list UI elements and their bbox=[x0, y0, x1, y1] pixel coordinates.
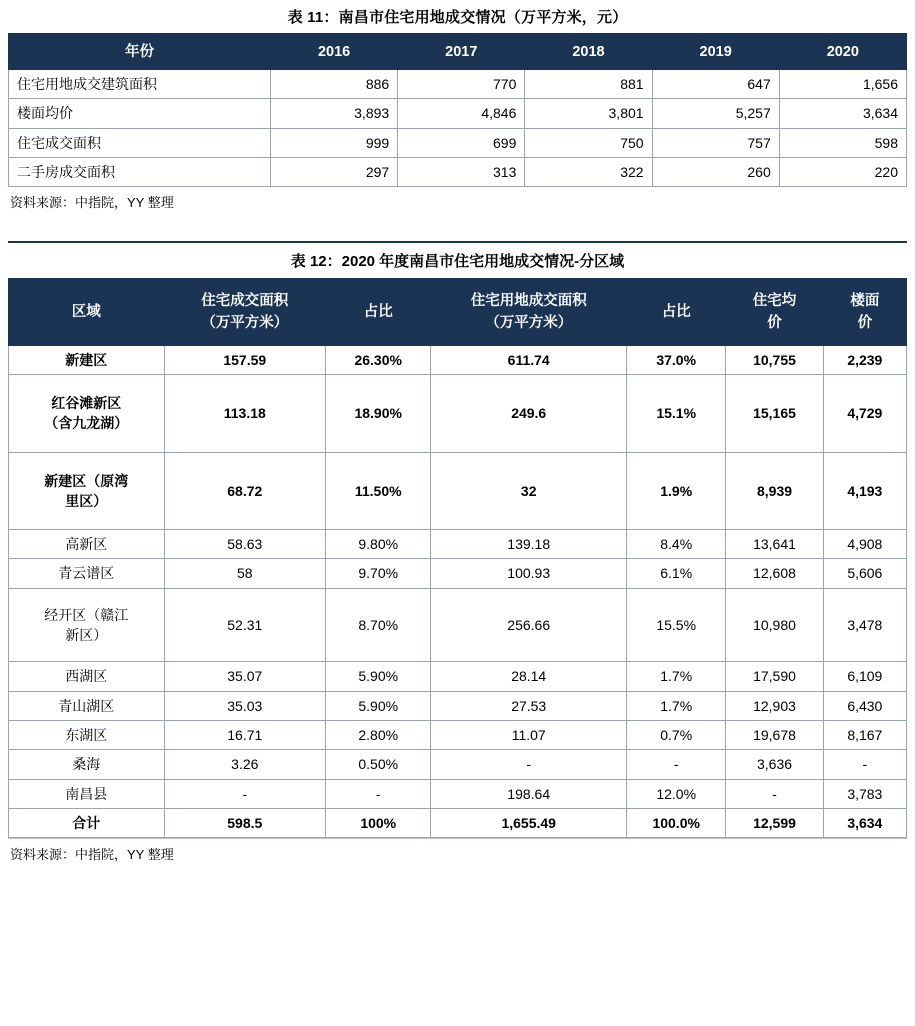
cell-value: 6.1% bbox=[627, 559, 726, 588]
table-row bbox=[9, 530, 907, 559]
cell-value: 5.90% bbox=[326, 691, 431, 720]
cell-value: - bbox=[627, 750, 726, 779]
cell-value: 10,755 bbox=[726, 345, 823, 374]
row-label: 楼面均价 bbox=[9, 99, 271, 128]
cell-value: 2,239 bbox=[823, 345, 906, 374]
cell-value: 3,783 bbox=[823, 779, 906, 808]
cell-value: 35.03 bbox=[164, 691, 326, 720]
cell-value: 3,801 bbox=[525, 99, 652, 128]
cell-value: 5,606 bbox=[823, 559, 906, 588]
row-label: 高新区 bbox=[9, 530, 165, 559]
cell-value: 886 bbox=[271, 70, 398, 99]
table-row bbox=[9, 750, 907, 779]
section-gap bbox=[8, 225, 907, 241]
cell-value: 12,608 bbox=[726, 559, 823, 588]
table-11-header-row bbox=[9, 36, 907, 70]
cell-value: 6,109 bbox=[823, 662, 906, 691]
cell-value: 139.18 bbox=[431, 530, 627, 559]
cell-value: 0.7% bbox=[627, 720, 726, 749]
cell-value: 1.7% bbox=[627, 662, 726, 691]
cell-value: 8.4% bbox=[627, 530, 726, 559]
cell-value: 16.71 bbox=[164, 720, 326, 749]
cell-value: 4,846 bbox=[398, 99, 525, 128]
cell-value: 58.63 bbox=[164, 530, 326, 559]
cell-value: 256.66 bbox=[431, 588, 627, 662]
cell-value: 58 bbox=[164, 559, 326, 588]
cell-value: 3,634 bbox=[779, 99, 906, 128]
cell-value: 1.7% bbox=[627, 691, 726, 720]
cell-value: 157.59 bbox=[164, 345, 326, 374]
table-12-header-cell: 占比 bbox=[326, 281, 431, 346]
table-11-header-cell: 2017 bbox=[398, 36, 525, 70]
table-11-header-cell: 2019 bbox=[652, 36, 779, 70]
cell-value: 0.50% bbox=[326, 750, 431, 779]
table-row bbox=[9, 375, 907, 453]
row-label: 住宅成交面积 bbox=[9, 128, 271, 157]
cell-value: 6,430 bbox=[823, 691, 906, 720]
cell-value: 8.70% bbox=[326, 588, 431, 662]
cell-value: 28.14 bbox=[431, 662, 627, 691]
table-12-title: 表 12：2020 年度南昌市住宅用地成交情况-分区域 bbox=[8, 241, 907, 280]
table-row bbox=[9, 452, 907, 530]
table-12-source: 资料来源：中指院，YY 整理 bbox=[8, 838, 907, 877]
table-11-header-cell: 2020 bbox=[779, 36, 906, 70]
cell-value: 313 bbox=[398, 157, 525, 186]
cell-value: 18.90% bbox=[326, 375, 431, 453]
cell-value: 4,908 bbox=[823, 530, 906, 559]
table-row bbox=[9, 662, 907, 691]
row-label: 红谷滩新区 （含九龙湖） bbox=[9, 375, 165, 453]
cell-value: 19,678 bbox=[726, 720, 823, 749]
table-row bbox=[9, 720, 907, 749]
table-12-header-cell: 区域 bbox=[9, 281, 165, 346]
table-12-header-cell: 楼面 价 bbox=[823, 281, 906, 346]
cell-value: 5,257 bbox=[652, 99, 779, 128]
cell-value: 100.0% bbox=[627, 808, 726, 837]
table-11-source: 资料来源：中指院，YY 整理 bbox=[10, 195, 174, 211]
cell-value: 598.5 bbox=[164, 808, 326, 837]
table-row bbox=[9, 691, 907, 720]
table-row bbox=[9, 70, 907, 99]
cell-value: 32 bbox=[431, 452, 627, 530]
cell-value: 3,636 bbox=[726, 750, 823, 779]
cell-value: - bbox=[164, 779, 326, 808]
row-label: 新建区（原湾 里区） bbox=[9, 452, 165, 530]
cell-value: 9.80% bbox=[326, 530, 431, 559]
table-row bbox=[9, 559, 907, 588]
cell-value: 113.18 bbox=[164, 375, 326, 453]
row-label: 西湖区 bbox=[9, 662, 165, 691]
cell-value: 249.6 bbox=[431, 375, 627, 453]
cell-value: 100% bbox=[326, 808, 431, 837]
cell-value: 17,590 bbox=[726, 662, 823, 691]
table-11-header-cell: 2016 bbox=[271, 36, 398, 70]
row-label: 东湖区 bbox=[9, 720, 165, 749]
table-12-header-row bbox=[9, 281, 907, 346]
table-row bbox=[9, 779, 907, 808]
cell-value: 260 bbox=[652, 157, 779, 186]
cell-value: 598 bbox=[779, 128, 906, 157]
cell-value: - bbox=[726, 779, 823, 808]
cell-value: 13,641 bbox=[726, 530, 823, 559]
cell-value: 8,167 bbox=[823, 720, 906, 749]
table-11-title: 表 11：南昌市住宅用地成交情况（万平方米，元） bbox=[8, 0, 907, 35]
cell-value: 4,193 bbox=[823, 452, 906, 530]
cell-value: 12.0% bbox=[627, 779, 726, 808]
cell-value: 3.26 bbox=[164, 750, 326, 779]
table-row-total bbox=[9, 808, 907, 837]
cell-value: 27.53 bbox=[431, 691, 627, 720]
cell-value: 757 bbox=[652, 128, 779, 157]
table-12-header-cell: 住宅成交面积 （万平方米） bbox=[164, 281, 326, 346]
table-row bbox=[9, 128, 907, 157]
cell-value: 11.50% bbox=[326, 452, 431, 530]
table-row bbox=[9, 345, 907, 374]
table-row bbox=[9, 588, 907, 662]
cell-value: 198.64 bbox=[431, 779, 627, 808]
row-label: 青云谱区 bbox=[9, 559, 165, 588]
table-11-header-cell: 年份 bbox=[9, 36, 271, 70]
table-11 bbox=[8, 35, 907, 187]
row-label: 经开区（赣江 新区） bbox=[9, 588, 165, 662]
cell-value: 35.07 bbox=[164, 662, 326, 691]
cell-value: 322 bbox=[525, 157, 652, 186]
row-label: 新建区 bbox=[9, 345, 165, 374]
cell-value: 297 bbox=[271, 157, 398, 186]
cell-value: 750 bbox=[525, 128, 652, 157]
cell-value: 3,634 bbox=[823, 808, 906, 837]
row-label: 南昌县 bbox=[9, 779, 165, 808]
row-label: 合计 bbox=[9, 808, 165, 837]
cell-value: 11.07 bbox=[431, 720, 627, 749]
cell-value: 699 bbox=[398, 128, 525, 157]
cell-value: 881 bbox=[525, 70, 652, 99]
cell-value: 1,656 bbox=[779, 70, 906, 99]
cell-value: 1.9% bbox=[627, 452, 726, 530]
cell-value: 611.74 bbox=[431, 345, 627, 374]
cell-value: 2.80% bbox=[326, 720, 431, 749]
cell-value: 100.93 bbox=[431, 559, 627, 588]
cell-value: 999 bbox=[271, 128, 398, 157]
row-label: 住宅用地成交建筑面积 bbox=[9, 70, 271, 99]
cell-value: 770 bbox=[398, 70, 525, 99]
cell-value: 220 bbox=[779, 157, 906, 186]
cell-value: 5.90% bbox=[326, 662, 431, 691]
cell-value: 10,980 bbox=[726, 588, 823, 662]
table-12 bbox=[8, 280, 907, 838]
cell-value: 68.72 bbox=[164, 452, 326, 530]
cell-value: 647 bbox=[652, 70, 779, 99]
cell-value: 4,729 bbox=[823, 375, 906, 453]
row-label: 青山湖区 bbox=[9, 691, 165, 720]
cell-value: 15.5% bbox=[627, 588, 726, 662]
row-label: 二手房成交面积 bbox=[9, 157, 271, 186]
cell-value: - bbox=[823, 750, 906, 779]
cell-value: 52.31 bbox=[164, 588, 326, 662]
cell-value: - bbox=[326, 779, 431, 808]
cell-value: 8,939 bbox=[726, 452, 823, 530]
cell-value: - bbox=[431, 750, 627, 779]
table-row bbox=[9, 99, 907, 128]
cell-value: 1,655.49 bbox=[431, 808, 627, 837]
table-11-header-cell: 2018 bbox=[525, 36, 652, 70]
cell-value: 12,903 bbox=[726, 691, 823, 720]
table-12-header-cell: 住宅均 价 bbox=[726, 281, 823, 346]
cell-value: 15.1% bbox=[627, 375, 726, 453]
cell-value: 3,893 bbox=[271, 99, 398, 128]
cell-value: 15,165 bbox=[726, 375, 823, 453]
table-12-header-cell: 住宅用地成交面积 （万平方米） bbox=[431, 281, 627, 346]
cell-value: 12,599 bbox=[726, 808, 823, 837]
cell-value: 3,478 bbox=[823, 588, 906, 662]
cell-value: 37.0% bbox=[627, 345, 726, 374]
row-label: 桑海 bbox=[9, 750, 165, 779]
table-12-header-cell: 占比 bbox=[627, 281, 726, 346]
cell-value: 26.30% bbox=[326, 345, 431, 374]
table-row bbox=[9, 157, 907, 186]
cell-value: 9.70% bbox=[326, 559, 431, 588]
